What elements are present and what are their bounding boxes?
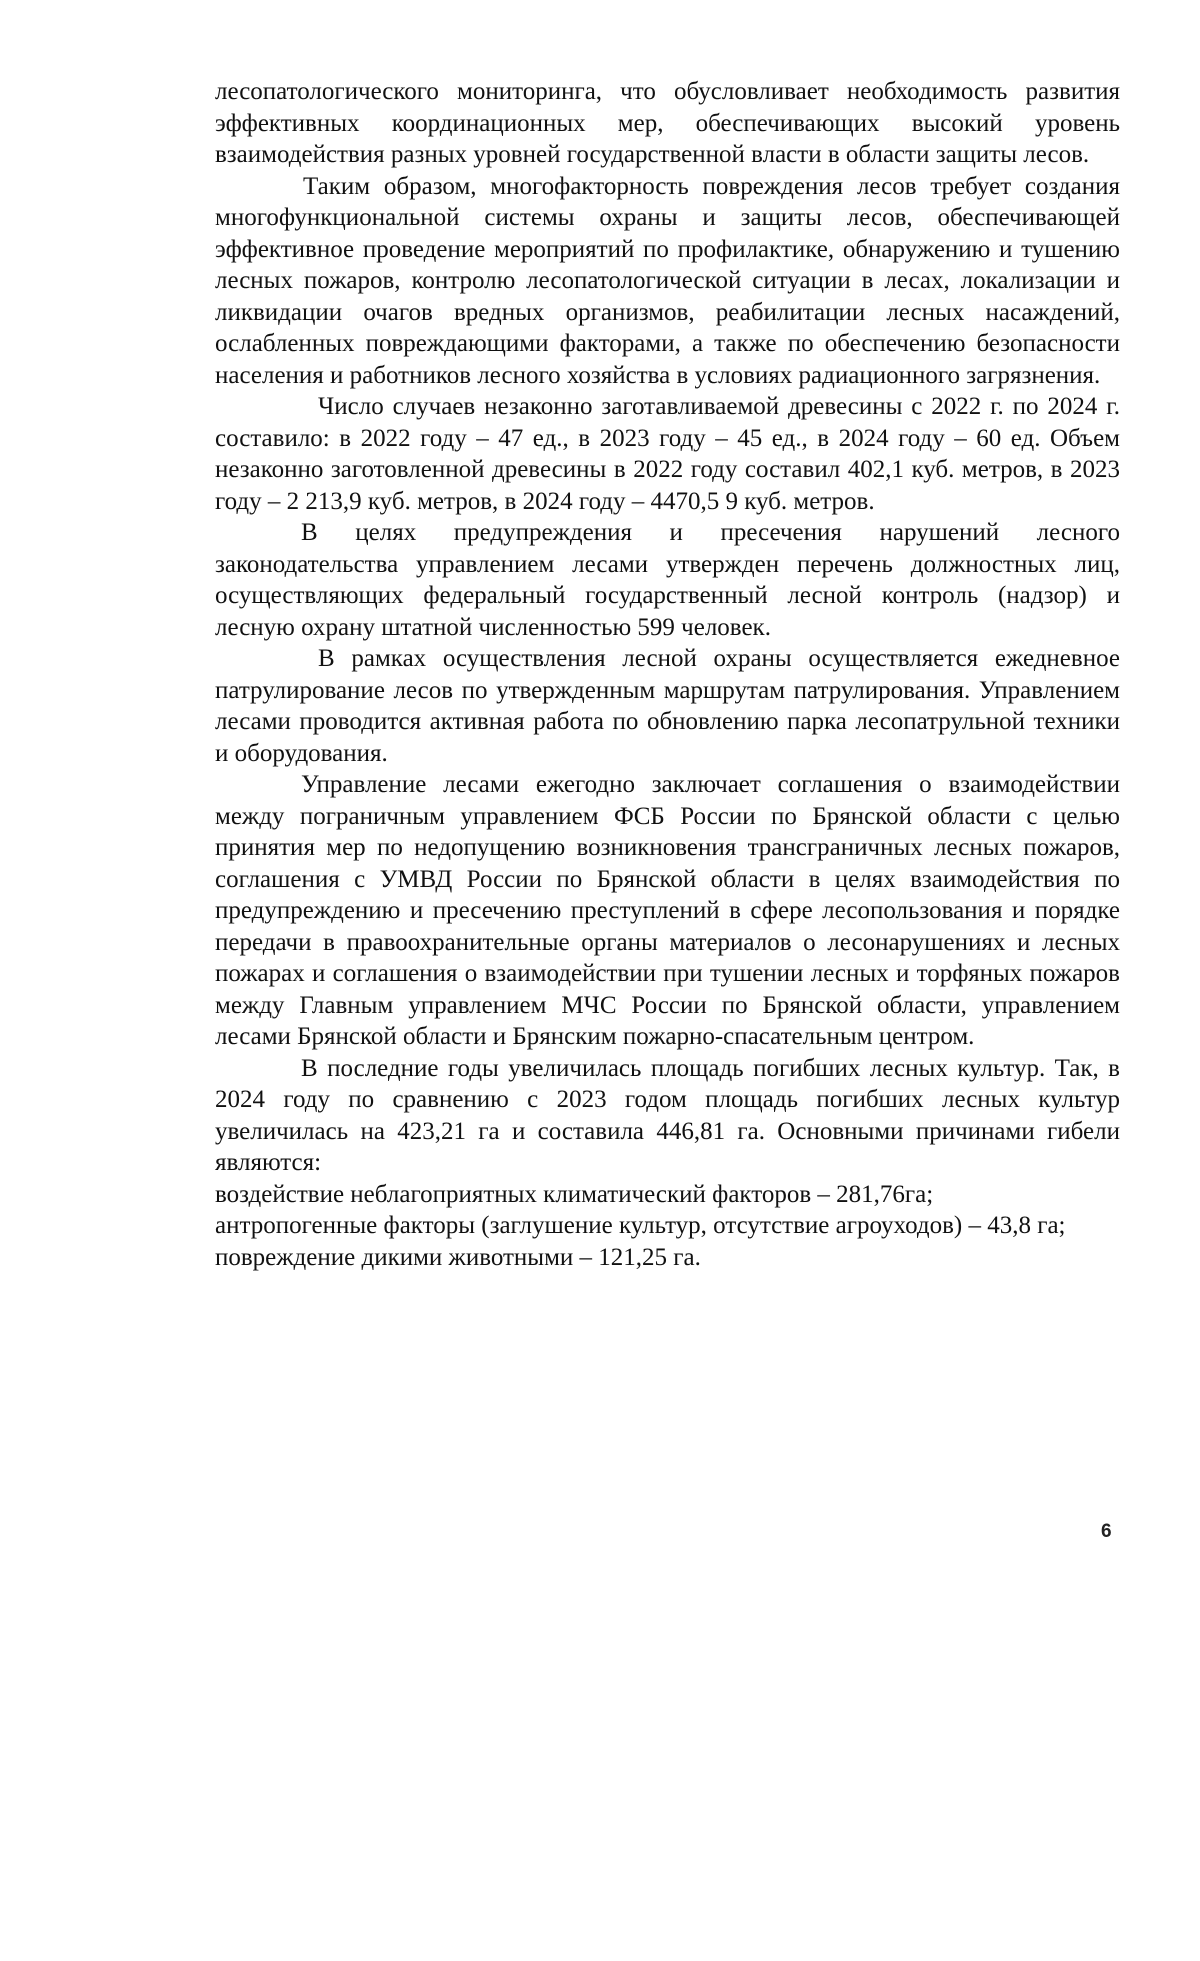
paragraph-forest-control: В целях предупреждения и пресечения нарушений лесного законодательства управлением лесами утвержден перечень должностных лиц, осуществляющих федеральный государственный лесной контроль (надзор) и лесную охрану штатной численностью 599 человек. [215, 519, 1120, 641]
paragraph-patrolling: В рамках осуществления лесной охраны осуществляется ежедневное патрулирование лесов по утвержденным маршрутам патрулирования. Управлением лесами проводится активная работа по обновлению парка лесопатрульной техники и оборудования. [215, 645, 1120, 767]
document-body [215, 76, 1120, 1273]
paragraph-agreements: Управление лесами ежегодно заключает соглашения о взаимодействии между пограничным управлением ФСБ России по Брянской области с целью принятия мер по недопущению возникновения трансграничных лесных пожаров, соглашения с УМВД России по Брянской области в целях взаимодействия по предупреждению и пресечению преступлений в сфере лесопользования и порядке передачи в правоохранительные органы материалов о лесонарушениях и лесных пожарах и соглашения о взаимодействии при тушении лесных и торфяных пожаров между Главным управлением МЧС России по Брянской области, управлением лесами Брянской области и Брянским пожарно-спасательным центром. [215, 771, 1120, 1050]
cause-wild-animals: повреждение дикими животными – 121,25 га. [215, 1243, 701, 1271]
cause-anthropogenic: антропогенные факторы (заглушение культур, отсутствие агроуходов) – 43,8 га; [215, 1212, 1066, 1239]
paragraph-monitoring: лесопатологического мониторинга, что обусловливает необходимость развития эффективных координационных мер, обеспечивающих высокий уровень взаимодействия разных уровней государственной власти в области защиты лесов. [215, 78, 1120, 168]
paragraph-illegal-logging: Число случаев незаконно заготавливаемой древесины с 2022 г. по 2024 г. составило: в 2022 году – 47 ед., в 2023 году – 45 ед., в 2024 году – 60 ед. Объем незаконно заготовленной древесины в 2022 году составил 402,1 куб. метров, в 2023 году – 2 213,9 куб. метров, в 2024 году – 4470,5 9 куб. метров. [215, 393, 1120, 515]
cause-climate: воздействие неблагоприятных климатический факторов – 281,76га; [215, 1180, 934, 1208]
paragraph-dead-cultures: В последние годы увеличилась площадь погибших лесных культур. Так, в 2024 году по сравнению с 2023 годом площадь погибших лесных культур увеличилась на 423,21 га и составила 446,81 га. Основными причинами гибели являются: [215, 1054, 1120, 1176]
paragraph-multifactor: Таким образом, многофакторность повреждения лесов требует создания многофункциональной системы охраны и защиты лесов, обеспечивающей эффективное проведение мероприятий по профилактике, обнаружению и тушению лесных пожаров, контролю лесопатологической ситуации в лесах, локализации и ликвидации очагов вредных организмов, реабилитации лесных насаждений, ослабленных повреждающими факторами, а также по обеспечению безопасности населения и работников лесного хозяйства в условиях радиационного загрязнения. [215, 172, 1120, 389]
page-number: 6 [1101, 1521, 1112, 1542]
